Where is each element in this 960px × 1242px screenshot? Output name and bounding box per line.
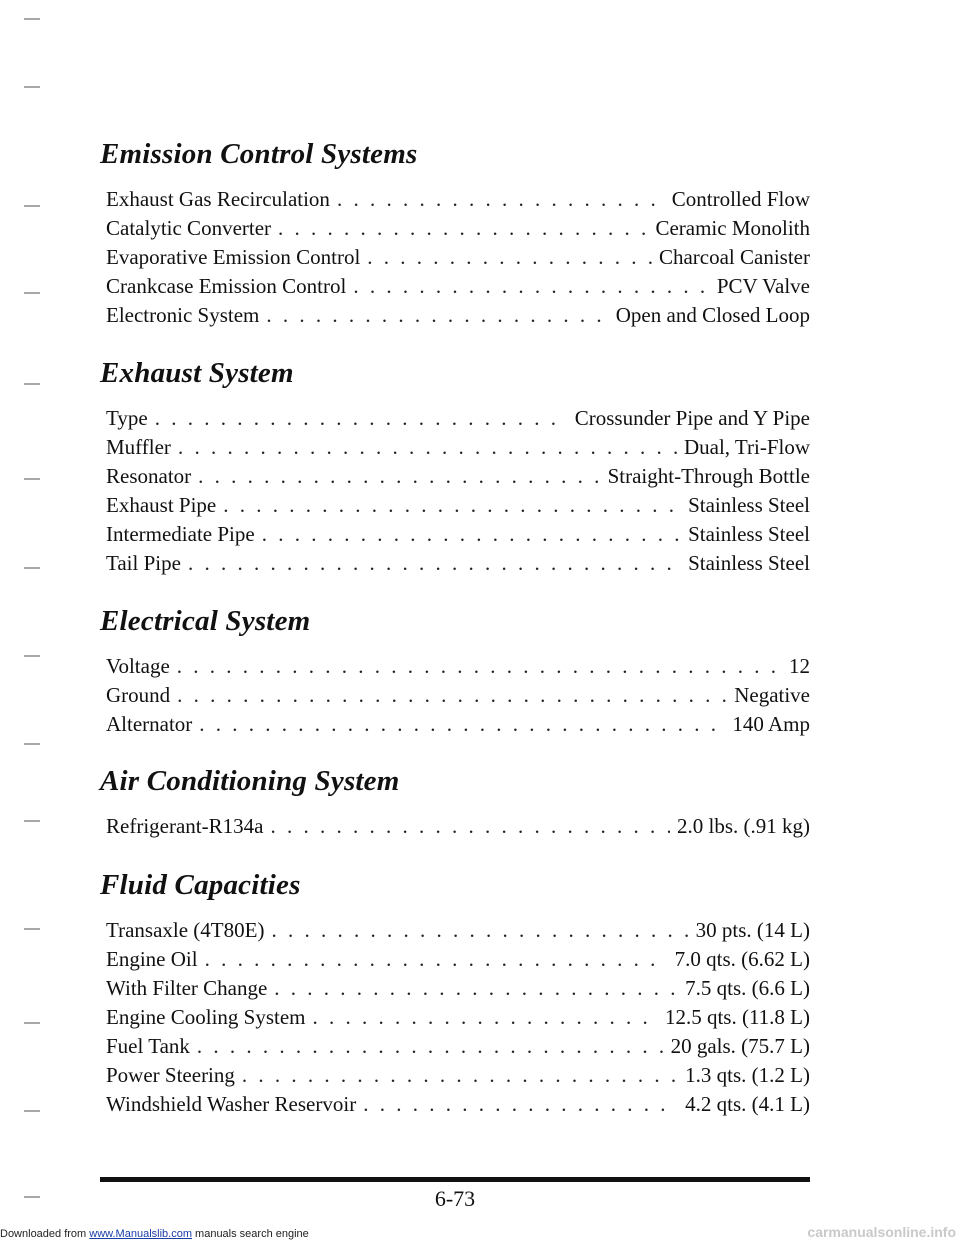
- page-number: 6-73: [434, 1186, 476, 1211]
- section-electrical-system: [100, 605, 810, 739]
- spec-value: Negative: [734, 683, 810, 707]
- spec-value: 12.5 qts. (11.8 L): [664, 1005, 810, 1029]
- spec-value: Dual, Tri-Flow: [683, 435, 810, 459]
- dot-leader: [223, 491, 681, 520]
- spec-label: With Filter Change: [106, 976, 268, 1000]
- spec-row: [106, 549, 810, 578]
- spec-value: Straight-Through Bottle: [607, 464, 810, 488]
- section-title: Emission Control Systems: [100, 138, 418, 170]
- spec-row: [106, 520, 810, 549]
- spec-label: Exhaust Pipe: [106, 493, 217, 517]
- spec-label: Muffler: [106, 435, 171, 459]
- spec-value: Ceramic Monolith: [655, 216, 810, 240]
- spec-label: Transaxle (4T80E): [106, 918, 265, 942]
- section-title: Fluid Capacities: [100, 869, 301, 901]
- margin-mark: [24, 1110, 40, 1112]
- margin-mark: [24, 743, 40, 745]
- dot-leader: [274, 974, 678, 1003]
- dot-leader: [197, 1032, 664, 1061]
- spec-label: Windshield Washer Reservoir: [106, 1092, 357, 1116]
- dot-leader: [262, 520, 681, 549]
- spec-value: 4.2 qts. (4.1 L): [685, 1092, 810, 1116]
- spec-value: 2.0 lbs. (.91 kg): [677, 814, 810, 838]
- footer-suffix: manuals search engine: [191, 1228, 309, 1240]
- dot-leader: [205, 945, 668, 974]
- margin-mark: [24, 820, 40, 822]
- spec-value: Stainless Steel: [688, 493, 810, 517]
- dot-leader: [353, 272, 710, 301]
- spec-label: Type: [106, 406, 148, 430]
- manualslib-link[interactable]: www.Manualslib.com: [89, 1228, 192, 1240]
- margin-mark: [24, 1022, 40, 1024]
- spec-value: PCV Valve: [716, 274, 810, 298]
- margin-mark: [24, 292, 40, 294]
- spec-row: [106, 1061, 810, 1090]
- spec-row: [106, 974, 810, 1003]
- spec-value: Controlled Flow: [671, 187, 810, 211]
- dot-leader: [363, 1090, 678, 1119]
- spec-row: [106, 710, 810, 739]
- dot-leader: [266, 301, 608, 330]
- section-exhaust-system: [100, 357, 810, 578]
- margin-mark: [24, 928, 40, 930]
- spec-row: [106, 301, 810, 330]
- spec-row: [106, 812, 810, 841]
- dot-leader: [313, 1003, 658, 1032]
- spec-value: Stainless Steel: [688, 522, 810, 546]
- spec-value: 30 pts. (14 L): [695, 918, 810, 942]
- dot-leader: [155, 404, 568, 433]
- spec-label: Intermediate Pipe: [106, 522, 255, 546]
- footer-rule: [100, 1177, 810, 1182]
- dot-leader: [367, 243, 652, 272]
- spec-row: [106, 433, 810, 462]
- spec-row: [106, 916, 810, 945]
- section-air-conditioning: [100, 765, 810, 841]
- margin-mark: [24, 205, 40, 207]
- section-title: Exhaust System: [100, 357, 294, 389]
- section-fluid-capacities: [100, 869, 810, 1119]
- spec-label: Voltage: [106, 654, 170, 678]
- section-emission-control: [100, 138, 810, 330]
- spec-label: Exhaust Gas Recirculation: [106, 187, 330, 211]
- spec-label: Ground: [106, 683, 171, 707]
- spec-value: 7.0 qts. (6.62 L): [674, 947, 810, 971]
- spec-row: [106, 214, 810, 243]
- spec-row: [106, 1090, 810, 1119]
- spec-label: Crankcase Emission Control: [106, 274, 347, 298]
- dot-leader: [270, 812, 670, 841]
- dot-leader: [242, 1061, 678, 1090]
- spec-label: Refrigerant-R134a: [106, 814, 264, 838]
- dot-leader: [178, 433, 677, 462]
- spec-value: 1.3 qts. (1.2 L): [685, 1063, 810, 1087]
- section-title: Air Conditioning System: [100, 765, 400, 797]
- dot-leader: [278, 214, 648, 243]
- spec-row: [106, 185, 810, 214]
- spec-value: 140 Amp: [732, 712, 810, 736]
- margin-mark: [24, 383, 40, 385]
- download-footer: [0, 1228, 309, 1240]
- footer-prefix: Downloaded from: [0, 1228, 90, 1240]
- spec-label: Fuel Tank: [106, 1034, 190, 1058]
- spec-value: 12: [789, 654, 810, 678]
- dot-leader: [188, 549, 681, 578]
- spec-label: Power Steering: [106, 1063, 235, 1087]
- dot-leader: [271, 916, 688, 945]
- spec-label: Resonator: [106, 464, 192, 488]
- spec-row: [106, 945, 810, 974]
- spec-label: Engine Oil: [106, 947, 198, 971]
- spec-label: Engine Cooling System: [106, 1005, 306, 1029]
- margin-mark: [24, 655, 40, 657]
- margin-mark: [24, 18, 40, 20]
- dot-leader: [177, 681, 727, 710]
- spec-row: [106, 1032, 810, 1061]
- spec-value: 20 gals. (75.7 L): [670, 1034, 810, 1058]
- spec-row: [106, 243, 810, 272]
- dot-leader: [177, 652, 782, 681]
- section-title: Electrical System: [100, 605, 311, 637]
- spec-label: Evaporative Emission Control: [106, 245, 361, 269]
- dot-leader: [199, 710, 725, 739]
- margin-mark: [24, 567, 40, 569]
- spec-row: [106, 491, 810, 520]
- spec-value: Crossunder Pipe and Y Pipe: [574, 406, 810, 430]
- spec-value: Charcoal Canister: [658, 245, 810, 269]
- watermark-text: carmanualsonline.info: [807, 1224, 956, 1240]
- spec-row: [106, 462, 810, 491]
- spec-row: [106, 404, 810, 433]
- spec-label: Catalytic Converter: [106, 216, 272, 240]
- spec-row: [106, 681, 810, 710]
- spec-label: Electronic System: [106, 303, 260, 327]
- spec-value: 7.5 qts. (6.6 L): [685, 976, 810, 1000]
- dot-leader: [337, 185, 665, 214]
- spec-row: [106, 272, 810, 301]
- margin-mark: [24, 86, 40, 88]
- spec-label: Tail Pipe: [106, 551, 181, 575]
- spec-value: Stainless Steel: [688, 551, 810, 575]
- dot-leader: [198, 462, 600, 491]
- spec-row: [106, 652, 810, 681]
- spec-row: [106, 1003, 810, 1032]
- spec-label: Alternator: [106, 712, 193, 736]
- spec-value: Open and Closed Loop: [615, 303, 810, 327]
- margin-mark: [24, 478, 40, 480]
